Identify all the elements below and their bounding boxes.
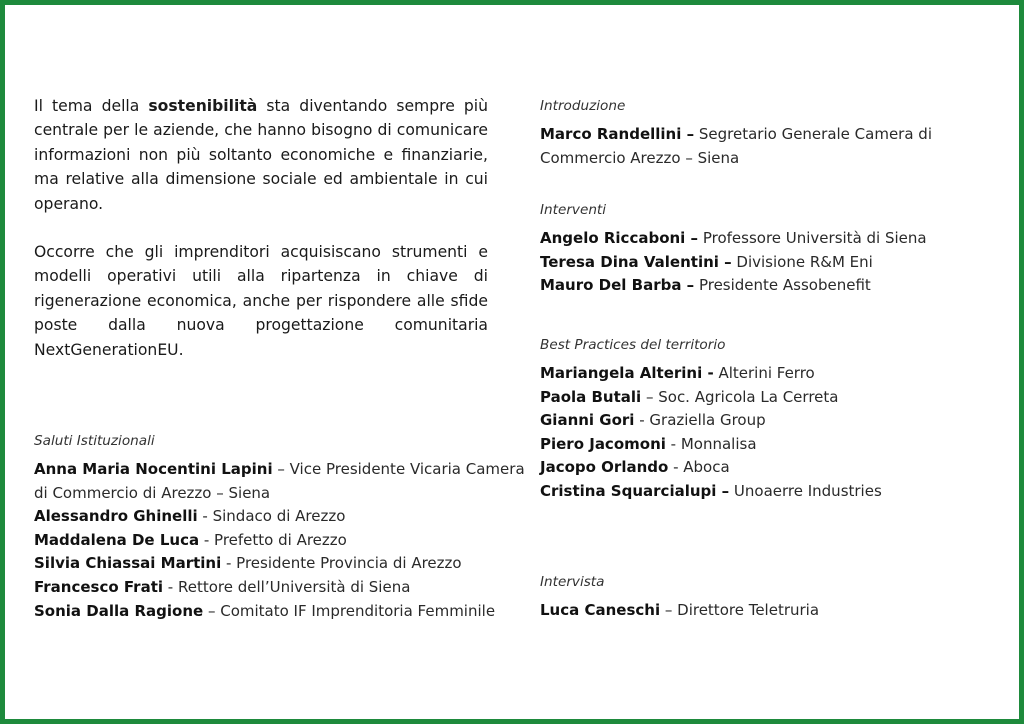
section-saluti [34, 433, 534, 623]
speaker-role: - Prefetto di Arezzo [199, 530, 347, 549]
speaker-item [540, 456, 980, 480]
speaker-name: Anna Maria Nocentini Lapini [34, 460, 273, 478]
speaker-item [540, 480, 980, 504]
section-label-best-practices: Best Practices del territorio [540, 337, 726, 353]
speaker-name: Marco Randellini – [540, 125, 695, 143]
speaker-item [540, 433, 980, 457]
speaker-role: - Aboca [668, 458, 730, 477]
speaker-role: - Presidente Provincia di Arezzo [221, 554, 462, 573]
speaker-name: Silvia Chiassai Martini [34, 554, 222, 573]
section-introduzione [540, 98, 980, 170]
intro-p1-start: Il tema della [34, 97, 149, 115]
speaker-role: Divisione R&M Eni [731, 252, 873, 271]
speaker-item [34, 552, 534, 576]
speaker-item [34, 600, 534, 624]
speaker-name: Teresa Dina Valentini – [540, 252, 732, 271]
speaker-item [540, 386, 980, 410]
speaker-item [540, 362, 980, 386]
speaker-name: Sonia Dalla Ragione [34, 601, 204, 620]
speaker-role: - Monnalisa [665, 434, 757, 453]
section-interventi [540, 202, 980, 298]
speaker-name: Angelo Riccaboni – [540, 229, 699, 247]
speaker-name: Maddalena De Luca [34, 530, 200, 549]
speaker-name: Mariangela Alterini - [540, 364, 714, 382]
intro-text [34, 94, 488, 386]
speaker-role: – Vice Presidente Vicaria Camera di Commercio di Arezzo – Siena [34, 460, 525, 502]
speaker-name: Jacopo Orlando [540, 458, 669, 477]
speaker-name: Luca Caneschi [540, 601, 661, 619]
speaker-role: Professore Università di Siena [698, 229, 927, 247]
speaker-list-best-practices [540, 362, 980, 504]
intro-paragraph-2: Occorre che gli imprenditori acquisiscano strumenti e modelli operativi utili alla ripartenza in chiave di rigenerazione economica, anche per rispondere alle sfide poste dalla nuova progettazione comunitaria NextGenerationEU. [34, 243, 488, 359]
speaker-name: Piero Jacomoni [540, 434, 666, 453]
speaker-item [34, 576, 534, 600]
section-label-introduzione: Introduzione [540, 98, 626, 114]
section-intervista [540, 574, 980, 623]
speaker-list-introduzione [540, 123, 980, 170]
speaker-role: - Sindaco di Arezzo [197, 507, 346, 526]
speaker-name: Francesco Frati [34, 577, 164, 596]
intro-paragraph-1 [34, 94, 488, 216]
speaker-role: – Comitato IF Imprenditoria Femminile [203, 601, 496, 620]
speaker-role: Unoaerre Industries [729, 481, 882, 500]
speaker-role: Presidente Assobenefit [694, 276, 871, 295]
speaker-list-saluti [34, 458, 534, 623]
speaker-item [540, 251, 980, 275]
speaker-role: – Soc. Agricola La Cerreta [641, 387, 839, 406]
speaker-name: Alessandro Ghinelli [34, 507, 198, 526]
speaker-list-interventi [540, 227, 980, 298]
section-label-saluti: Saluti Istituzionali [34, 433, 155, 449]
speaker-role: - Rettore dell’Università di Siena [163, 577, 411, 596]
speaker-role: - Graziella Group [634, 411, 766, 430]
speaker-list-intervista [540, 599, 980, 623]
speaker-item [540, 409, 980, 433]
speaker-role: Segretario Generale Camera di Commercio Arezzo – Siena [540, 125, 932, 167]
speaker-item [540, 274, 980, 298]
speaker-name: Mauro Del Barba – [540, 276, 695, 295]
speaker-name: Cristina Squarcialupi – [540, 481, 730, 500]
speaker-role: – Direttore Teletruria [660, 601, 820, 619]
speaker-name: Gianni Gori [540, 411, 635, 430]
speaker-name: Paola Butali [540, 387, 642, 406]
speaker-item [540, 599, 980, 623]
speaker-role: Alterini Ferro [713, 364, 815, 382]
intro-p1-end: sta diventando sempre più centrale per le aziende, che hanno bisogno di comunicare informazioni non più soltanto economiche e finanziarie, ma relative alla dimensione sociale ed ambientale in cui operano. [34, 97, 489, 213]
speaker-item [540, 123, 980, 170]
section-label-intervista: Intervista [540, 574, 605, 590]
intro-p1-highlight: sostenibilità [148, 97, 258, 115]
speaker-item [34, 529, 534, 553]
speaker-item [34, 458, 534, 505]
section-label-interventi: Interventi [540, 202, 607, 218]
section-best-practices [540, 337, 980, 504]
speaker-item [540, 227, 980, 251]
speaker-item [34, 505, 534, 529]
